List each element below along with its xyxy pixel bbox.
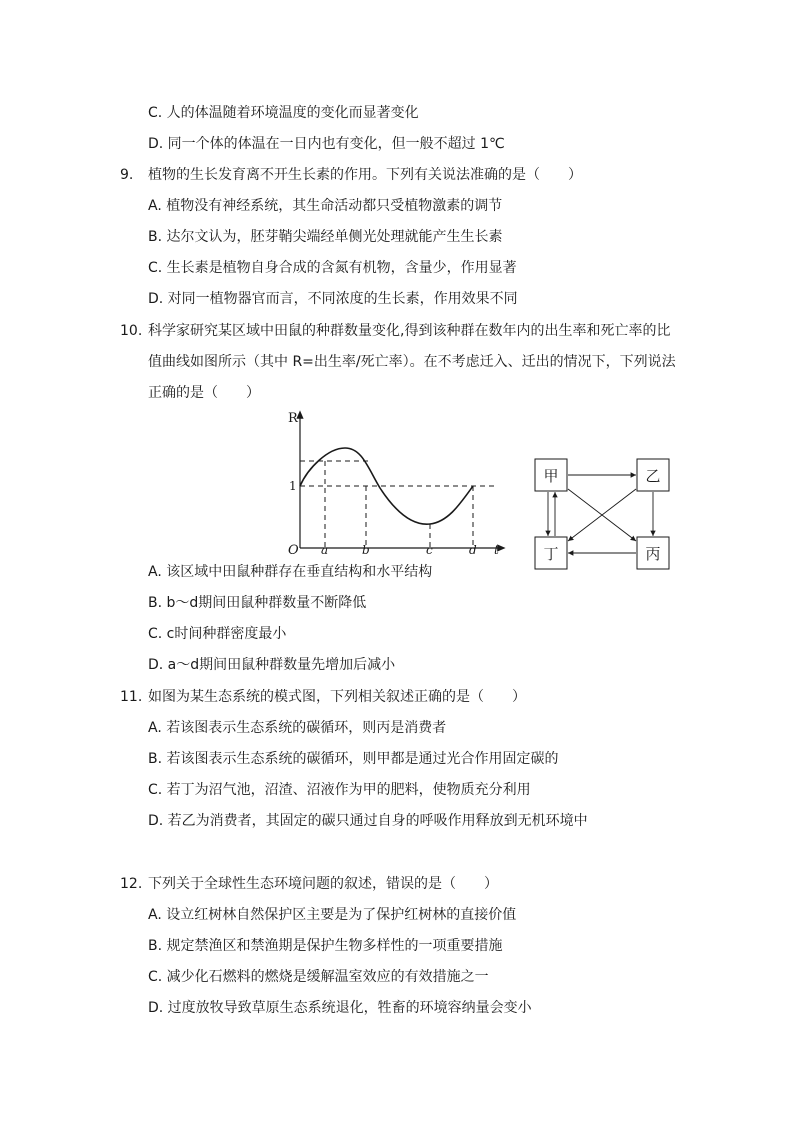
q10-stem-line3: 正确的是（ ） — [148, 385, 260, 401]
q11-option-b: B. 若该图表示生态系统的碳循环，则甲都是通过光合作用固定碳的 — [148, 751, 559, 767]
q10-option-c: C. c时间种群密度最小 — [148, 626, 287, 642]
q12-option-c: C. 减少化石燃料的燃烧是缓解温室效应的有效措施之一 — [148, 969, 489, 985]
q9-option-a: A. 植物没有神经系统，其生命活动都只受植物激素的调节 — [148, 198, 503, 214]
q9-stem: 植物的生长发育离不开生长素的作用。下列有关说法准确的是（ ） — [148, 167, 582, 183]
node-ding-label: 丁 — [543, 545, 559, 563]
q10-stem-line1: 科学家研究某区域中田鼠的种群数量变化,得到该种群在数年内的出生率和死亡率的比 — [148, 323, 671, 339]
q10-option-b: B. b～d期间田鼠种群数量不断降低 — [148, 595, 367, 611]
x-axis-label: t — [494, 543, 499, 557]
q8-option-d: D. 同一个体的体温在一日内也有变化，但一般不超过 1℃ — [148, 136, 505, 152]
q12-number: 12. — [120, 876, 143, 892]
q10-option-a: A. 该区域中田鼠种群存在垂直结构和水平结构 — [148, 564, 433, 580]
x-tick-label-a: a — [321, 543, 329, 557]
q9-option-b: B. 达尔文认为，胚芽鞘尖端经单侧光处理就能产生生长素 — [148, 229, 503, 245]
q10-number: 10. — [120, 323, 143, 339]
q8-option-c: C. 人的体温随着环境温度的变化而显著变化 — [148, 105, 419, 121]
ecosystem-diagram — [528, 455, 678, 575]
q12-stem: 下列关于全球性生态环境问题的叙述，错误的是（ ） — [148, 876, 498, 892]
x-tick-label-c: c — [426, 543, 433, 557]
q11-option-c: C. 若丁为沼气池，沼渣、沼液作为甲的肥料，使物质充分利用 — [148, 782, 531, 798]
r-ratio-graph — [280, 408, 510, 558]
q11-option-a: A. 若该图表示生态系统的碳循环，则丙是消费者 — [148, 720, 447, 736]
node-yi-label: 乙 — [645, 467, 661, 485]
q10-stem-line2: 值曲线如图所示（其中 R=出生率/死亡率）。在不考虑迁入、迁出的情况下，下列说法 — [148, 354, 676, 370]
node-jia-label: 甲 — [543, 467, 559, 485]
q9-option-c: C. 生长素是植物自身合成的含氮有机物，含量少，作用显著 — [148, 260, 517, 276]
q9-number: 9. — [120, 167, 134, 183]
y-axis-label: R — [288, 411, 298, 426]
q12-option-a: A. 设立红树林自然保护区主要是为了保护红树林的直接价值 — [148, 907, 517, 923]
q12-option-d: D. 过度放牧导致草原生态系统退化，牲畜的环境容纳量会变小 — [148, 1000, 532, 1016]
q9-option-d: D. 对同一植物器官而言，不同浓度的生长素，作用效果不同 — [148, 291, 518, 307]
q11-option-d: D. 若乙为消费者，其固定的碳只通过自身的呼吸作用释放到无机环境中 — [148, 813, 588, 829]
x-tick-label-d: d — [469, 543, 477, 557]
origin-label: O — [288, 543, 299, 558]
q11-stem: 如图为某生态系统的模式图，下列相关叙述正确的是（ ） — [148, 689, 526, 705]
y-tick-label: 1 — [289, 479, 297, 493]
q12-option-b: B. 规定禁渔区和禁渔期是保护生物多样性的一项重要措施 — [148, 938, 503, 954]
q10-option-d: D. a～d期间田鼠种群数量先增加后减小 — [148, 657, 396, 673]
q11-number: 11. — [120, 689, 143, 705]
node-bing-label: 丙 — [645, 545, 661, 563]
x-tick-label-b: b — [362, 543, 370, 557]
